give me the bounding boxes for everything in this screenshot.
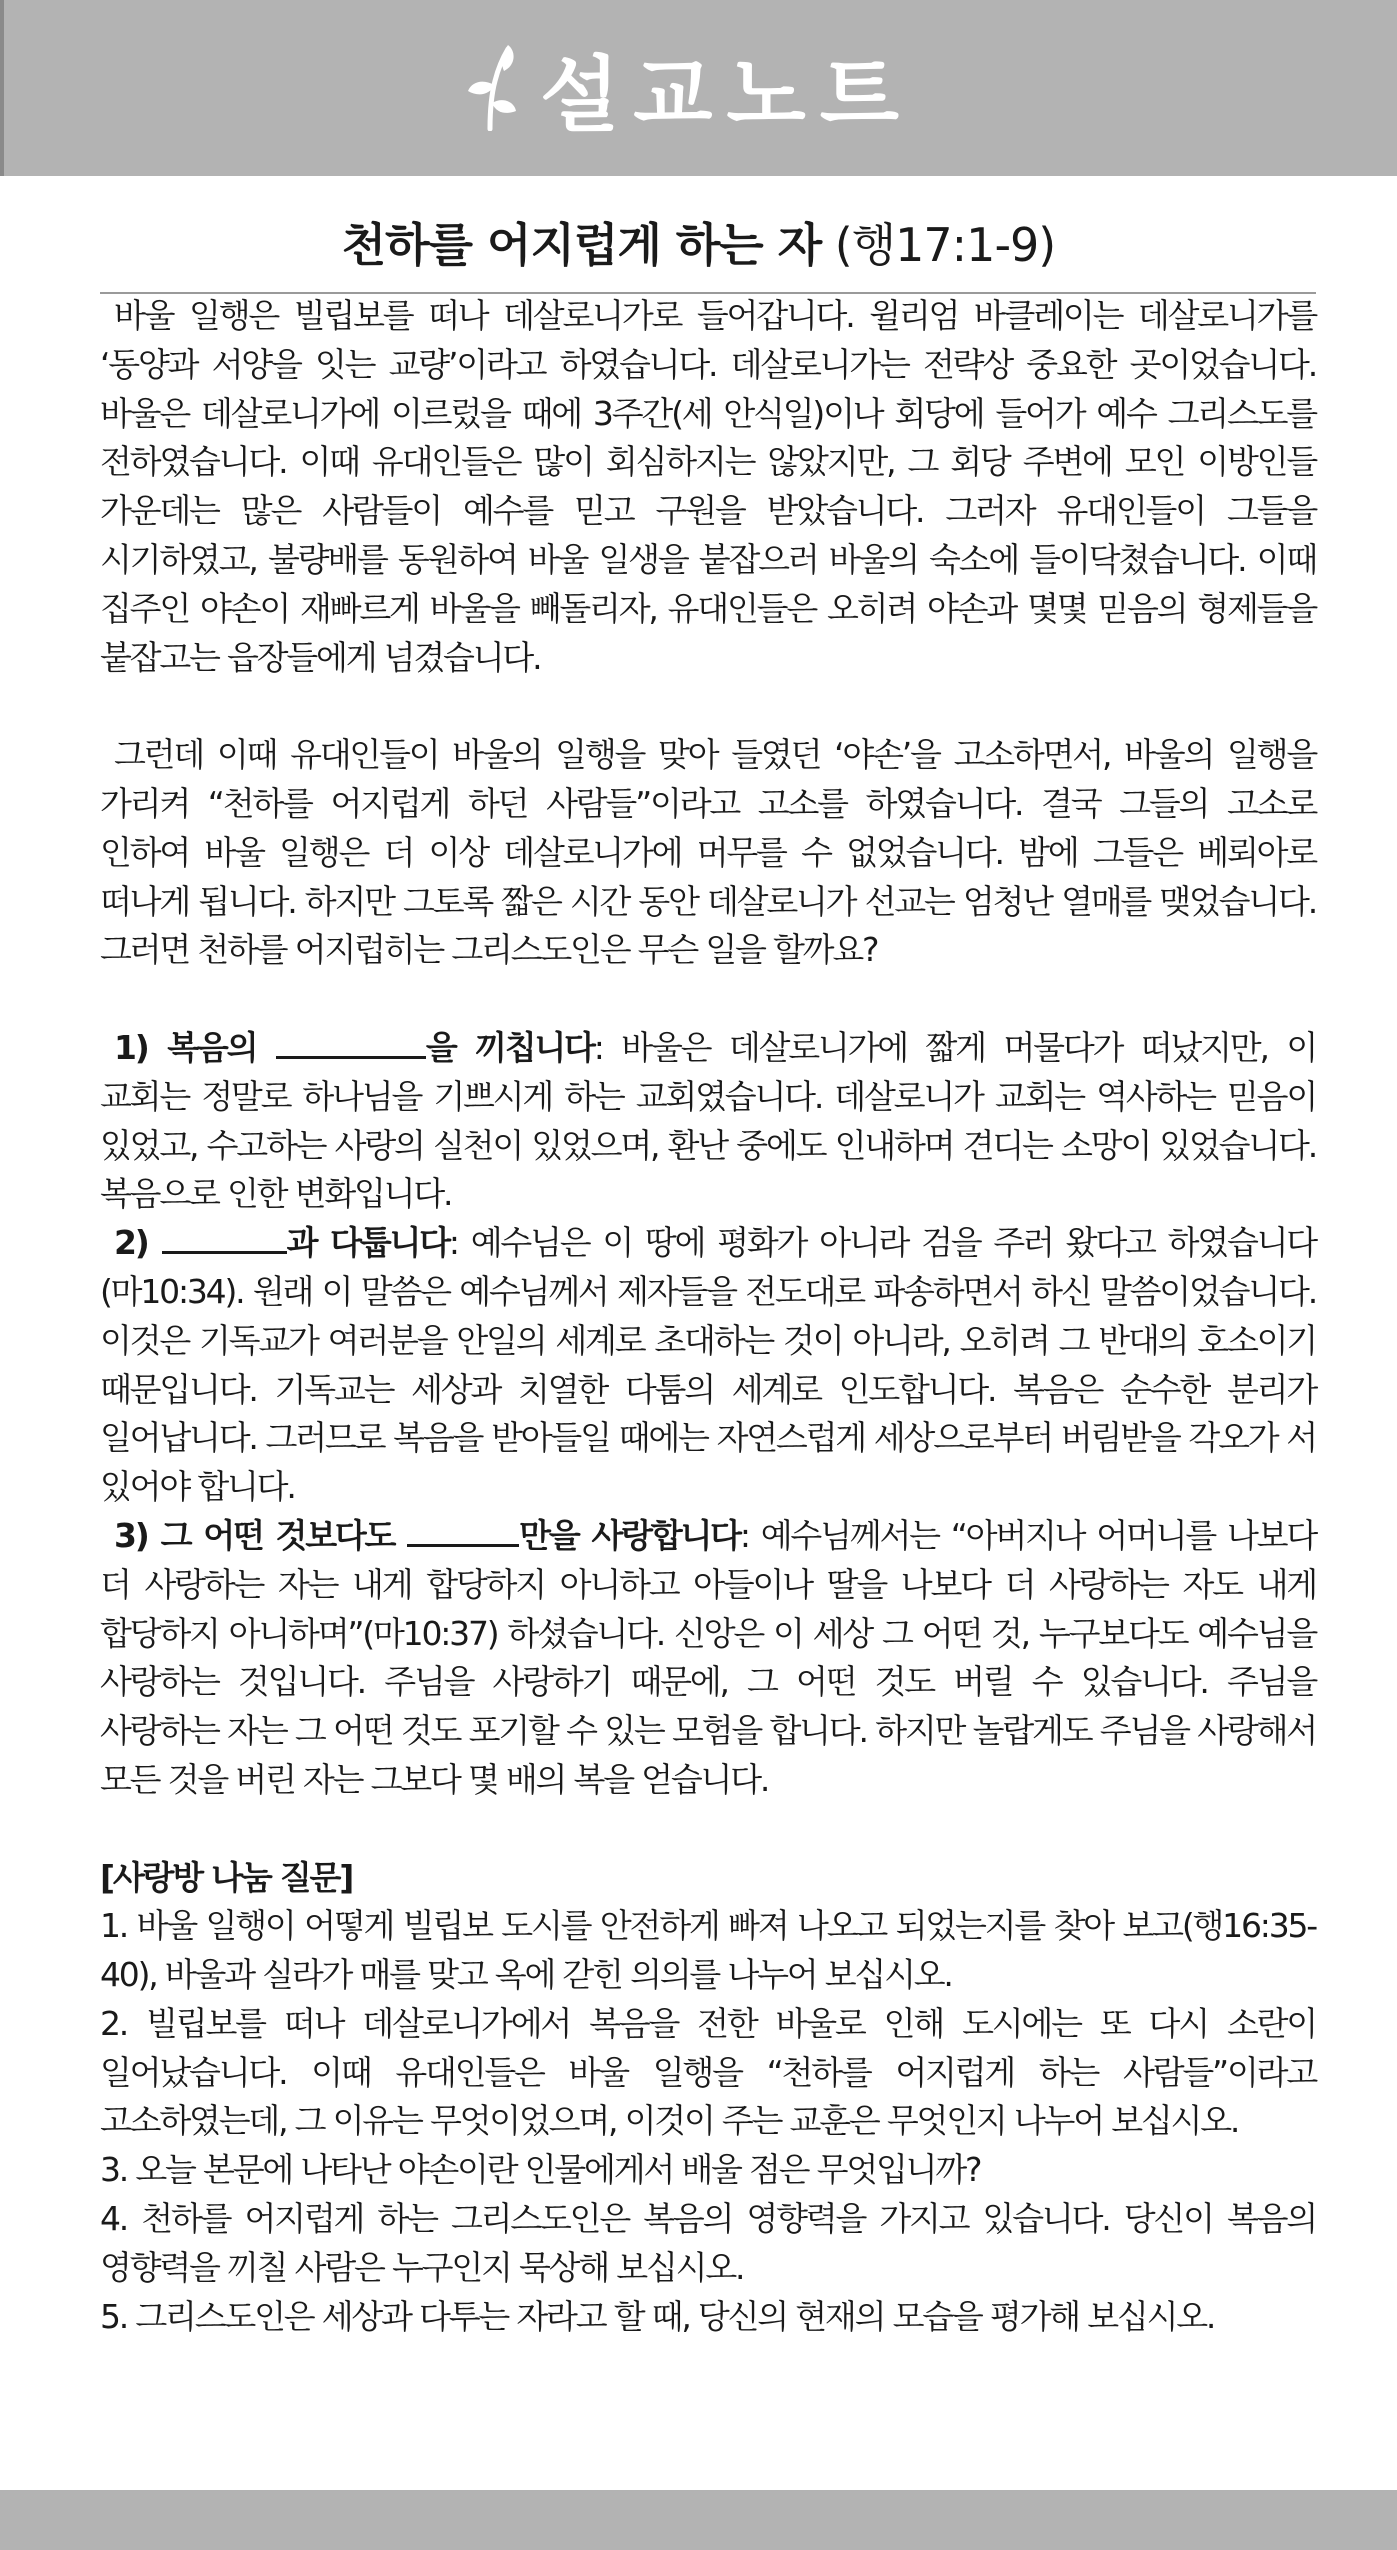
point-text: : 예수님은 이 땅에 평화가 아니라 검을 주러 왔다고 하였습니다(마10:34). 원래 이 말씀은 예수님께서 제자들을 전도대로 파송하면서 하신 말씀이었습니다. 이것은 기독교가 여러분을 안일의 세계로 초대하는 것이 아니라, 오히려 그 반대의 호소이기 때문입니다. 기독교는 세상과 치열한 다툼의 세계로 인도합니다. 복음은 순수한 분리가 일어납니다. 그러므로 복음을 받아들일 때에는 자연스럽게 세상으로부터 버림받을 각오가 서 있어야 합니다. (100, 1223, 1316, 1507)
brand (464, 30, 913, 147)
fill-in-blank (407, 1514, 519, 1547)
fill-in-blank (162, 1221, 287, 1254)
point-heading: 1) 복음의 을 끼칩니다 (114, 1027, 594, 1067)
questions-heading: [사랑방 나눔 질문] (100, 1857, 353, 1897)
point-heading: 2) 과 다툽니다 (114, 1223, 449, 1263)
sermon-title (0, 210, 1397, 280)
sermon-title-main: 천하를 어지럽게 하는 자 (341, 218, 822, 272)
fill-in-blank (276, 1026, 426, 1059)
question-item: 1. 바울 일행이 어떻게 빌립보 도시를 안전하게 빠져 나오고 되었는지를 찾아 보고(행16:35-40), 바울과 실라가 매를 맞고 옥에 갇힌 의의를 나누어 보십시오. (100, 1906, 1316, 1995)
intro-paragraph: 바울 일행은 빌립보를 떠나 데살로니가로 들어갑니다. 윌리엄 바클레이는 데살로니가를 ‘동양과 서양을 잇는 교량’이라고 하였습니다. 데살로니가는 전략상 중요한 곳이었습니다. 바울은 데살로니가에 이르렀을 때에 3주간(세 안식일)이나 회당에 들어가 예수 그리스도를 전하였습니다. 이때 유대인들은 많이 회심하지는 않았지만, 그 회당 주변에 모인 이방인들 가운데는 많은 사람들이 예수를 믿고 구원을 받았습니다. 그러자 유대인들이 그들을 시기하였고, 불량배를 동원하여 바울 일생을 붙잡으러 바울의 숙소에 들이닥쳤습니다. 이때 집주인 야손이 재빠르게 바울을 빼돌리자, 유대인들은 오히려 야손과 몇몇 믿음의 형제들을 붙잡고는 읍장들에게 넘겼습니다. (100, 296, 1316, 677)
sermon-body (100, 292, 1316, 2341)
sermon-scripture-ref: (행17:1-9) (834, 218, 1056, 272)
header-banner (0, 0, 1397, 176)
point-heading: 3) 그 어떤 것보다도 만을 사랑합니다 (114, 1515, 740, 1555)
question-item: 4. 천하를 어지럽게 하는 그리스도인은 복음의 영향력을 가지고 있습니다. 당신이 복음의 영향력을 끼칠 사람은 누구인지 묵상해 보십시오. (100, 2199, 1316, 2287)
point-2 (100, 1219, 1316, 1512)
point-text: : 바울은 데살로니가에 짧게 머물다가 떠났지만, 이 교회는 정말로 하나님을 기쁘시게 하는 교회였습니다. 데살로니가 교회는 역사하는 믿음이 있었고, 수고하는 사랑의 실천이 있었으며, 환난 중에도 인내하며 견디는 소망이 있었습니다. 복음으로 인한 변화입니다. (100, 1027, 1316, 1214)
question-item: 3. 오늘 본문에 나타난 야손이란 인물에게서 배울 점은 무엇입니까? (100, 2150, 981, 2190)
question-item: 2. 빌립보를 떠나 데살로니가에서 복음을 전한 바울로 인해 도시에는 또 다시 소란이 일어났습니다. 이때 유대인들은 바울 일행을 “천하를 어지럽게 하는 사람들”이라고 고소하였는데, 그 이유는 무엇이었으며, 이것이 주는 교훈은 무엇인지 나누어 보십시오. (100, 2003, 1316, 2141)
leaf-sprout-icon (464, 41, 520, 135)
header-title: 설교노트 (540, 47, 913, 143)
point-3 (100, 1512, 1316, 1805)
paragraph-gap (100, 975, 1316, 1024)
question-item: 5. 그리스도인은 세상과 다투는 자라고 할 때, 당신의 현재의 모습을 평가해 보십시오. (100, 2296, 1215, 2336)
footer-bar (0, 2490, 1397, 2550)
context-paragraph: 그런데 이때 유대인들이 바울의 일행을 맞아 들였던 ‘야손’을 고소하면서, 바울의 일행을 가리켜 “천하를 어지럽게 하던 사람들”이라고 고소를 하였습니다. 결국 그들의 고소로 인하여 바울 일행은 더 이상 데살로니가에 머무를 수 없었습니다. 밤에 그들은 베뢰아로 떠나게 됩니다. 하지만 그토록 짧은 시간 동안 데살로니가 선교는 엄청난 열매를 맺었습니다. 그러면 천하를 어지럽히는 그리스도인은 무슨 일을 할까요? (100, 735, 1316, 970)
point-1 (100, 1024, 1316, 1219)
header-left-rule (0, 0, 4, 176)
paragraph-gap (100, 682, 1316, 731)
point-text: : 예수님께서는 “아버지나 어머니를 나보다 더 사랑하는 자는 내게 합당하지 아니하고 아들이나 딸을 나보다 더 사랑하는 자도 내게 합당하지 아니하며”(마10:37) 하셨습니다. 신앙은 이 세상 그 어떤 것, 누구보다도 예수님을 사랑하는 것입니다. 주님을 사랑하기 때문에, 그 어떤 것도 버릴 수 있습니다. 주님을 사랑하는 자는 그 어떤 것도 포기할 수 있는 모험을 합니다. 하지만 놀랍게도 주님을 사랑해서 모든 것을 버린 자는 그보다 몇 배의 복을 얻습니다. (100, 1515, 1316, 1799)
paragraph-gap (100, 1805, 1316, 1854)
